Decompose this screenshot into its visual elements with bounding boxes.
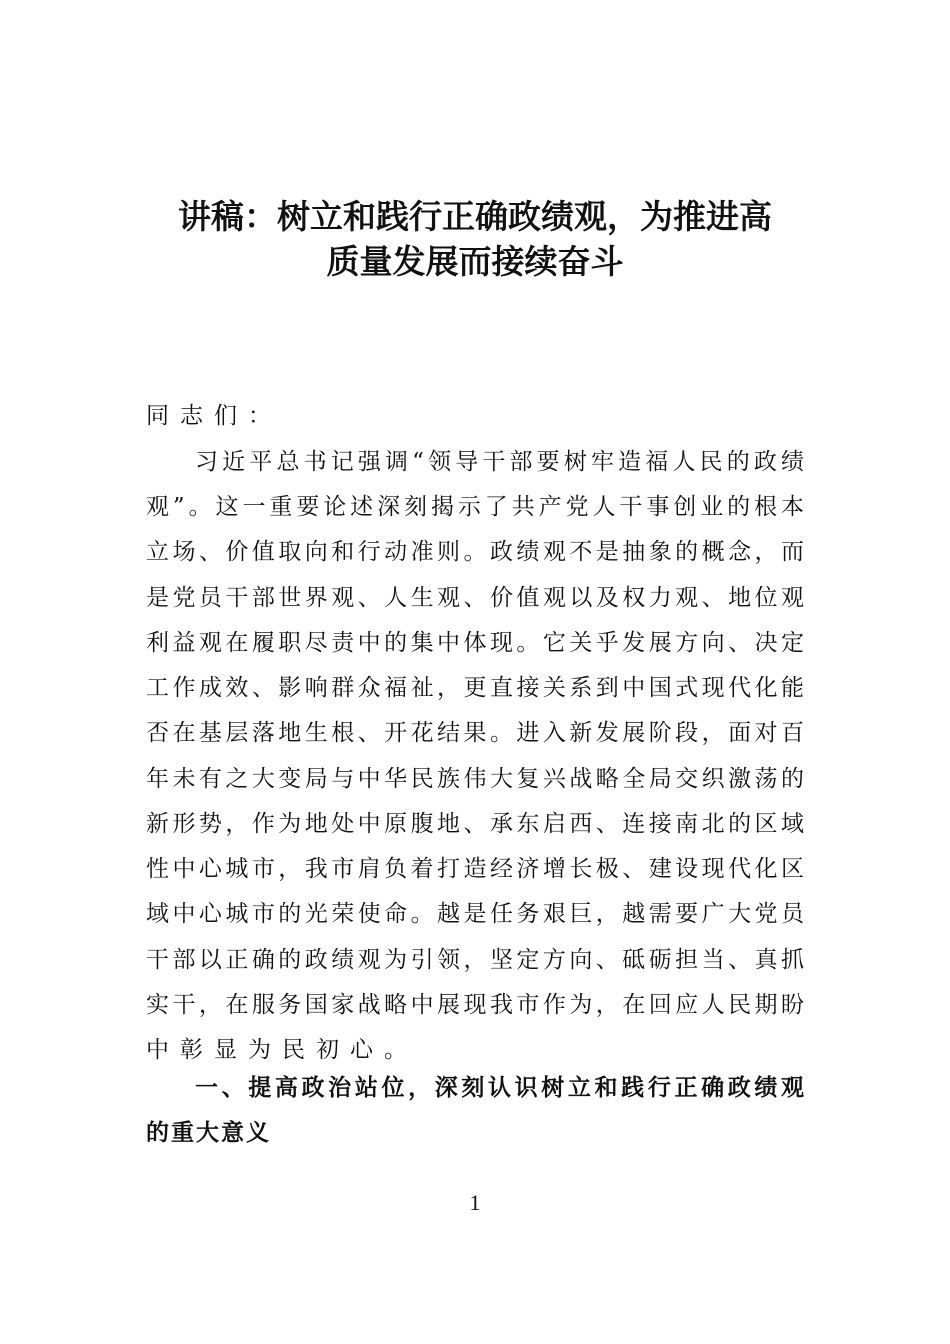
paragraph-line: 性中心城市，我市肩负着打造经济增长极、建设现代化区	[146, 856, 804, 882]
document-title-line-1: 讲稿：树立和践行正确政绩观，为推进高	[178, 197, 772, 236]
paragraph-line: 观”。这一重要论述深刻揭示了共产党人干事创业的根本	[146, 494, 804, 520]
paragraph-line: 年未有之大变局与中华民族伟大复兴战略全局交织激荡的	[146, 766, 804, 792]
paragraph-line: 习近平总书记强调“领导干部要树牢造福人民的政绩	[195, 449, 804, 475]
paragraph-line: 域中心城市的光荣使命。越是任务艰巨，越需要广大党员	[146, 901, 804, 927]
paragraph-line: 新形势，作为地处中原腹地、承东启西、连接南北的区域	[146, 811, 804, 837]
section-heading-line-2: 的重大意义	[146, 1120, 271, 1146]
paragraph-line: 实干，在服务国家战略中展现我市作为，在回应人民期盼	[146, 992, 804, 1018]
document-title-line-2: 质量发展而接续奋斗	[326, 242, 624, 281]
paragraph-line: 否在基层落地生根、开花结果。进入新发展阶段，面对百	[146, 720, 804, 746]
paragraph-line: 干部以正确的政绩观为引领，坚定方向、砥砺担当、真抓	[146, 947, 804, 973]
paragraph-line: 是党员干部世界观、人生观、价值观以及权力观、地位观	[146, 585, 804, 611]
salutation: 同志们：	[146, 403, 282, 429]
paragraph-line: 中彰显为民初心。	[146, 1037, 418, 1063]
section-heading-line-1: 一、提高政治站位，深刻认识树立和践行正确政绩观	[195, 1075, 804, 1101]
paragraph-line: 立场、价值取向和行动准则。政绩观不是抽象的概念，而	[146, 539, 804, 565]
paragraph-line: 工作成效、影响群众福祉，更直接关系到中国式现代化能	[146, 675, 804, 701]
paragraph-line: 利益观在履职尽责中的集中体现。它关乎发展方向、决定	[146, 630, 804, 656]
page-number: 1	[469, 1190, 481, 1215]
